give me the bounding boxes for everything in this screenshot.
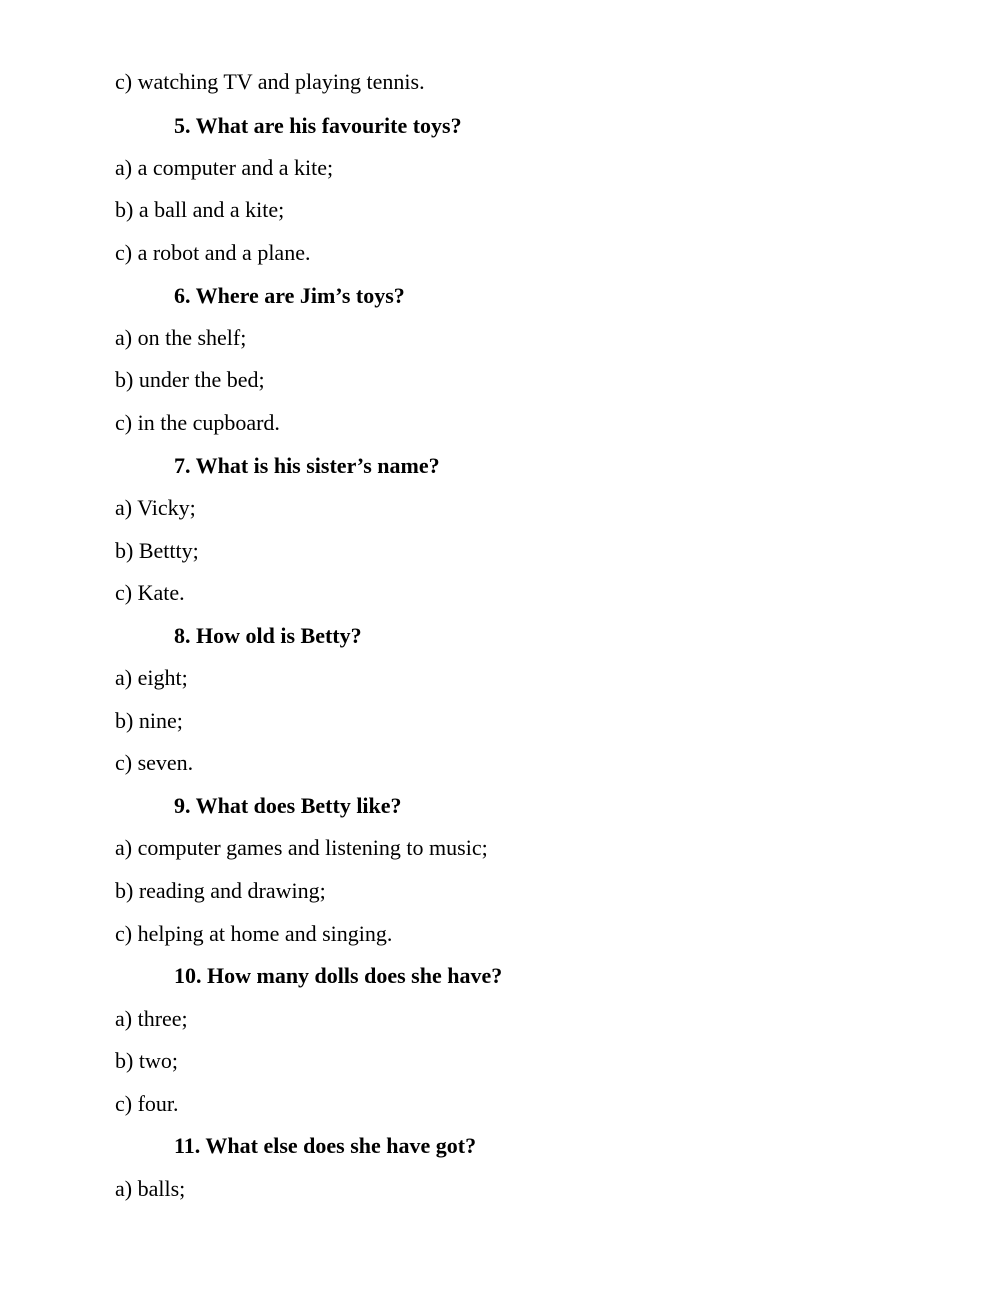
question-11: 11. What else does she have got? <box>174 1133 477 1158</box>
option-b-q5: b) a ball and a kite; <box>115 197 285 222</box>
option-c-q6: c) in the cupboard. <box>115 410 280 435</box>
question-6: 6. Where are Jim’s toys? <box>174 283 405 308</box>
option-b-q10: b) two; <box>115 1048 178 1073</box>
option-b-q9: b) reading and drawing; <box>115 878 326 903</box>
option-c-q10: c) four. <box>115 1091 179 1116</box>
option-c-q9: c) helping at home and singing. <box>115 921 393 946</box>
option-a-q10: a) three; <box>115 1006 188 1031</box>
option-a-q6: a) on the shelf; <box>115 325 247 350</box>
question-10: 10. How many dolls does she have? <box>174 963 503 988</box>
question-8: 8. How old is Betty? <box>174 623 362 648</box>
question-7: 7. What is his sister’s name? <box>174 453 440 478</box>
option-a-q9: a) computer games and listening to music; <box>115 835 488 860</box>
option-c-q8: c) seven. <box>115 750 194 775</box>
option-c-q5: c) a robot and a plane. <box>115 240 311 265</box>
question-5: 5. What are his favourite toys? <box>174 113 462 138</box>
question-9: 9. What does Betty like? <box>174 793 402 818</box>
option-c-q4: c) watching TV and playing tennis. <box>115 69 425 94</box>
option-a-q7: a) Vicky; <box>115 495 196 520</box>
option-a-q5: a) a computer and a kite; <box>115 155 334 180</box>
option-b-q7: b) Bettty; <box>115 538 199 563</box>
option-a-q11: a) balls; <box>115 1176 186 1201</box>
option-c-q7: c) Kate. <box>115 580 185 605</box>
option-b-q8: b) nine; <box>115 708 183 733</box>
option-a-q8: a) eight; <box>115 665 188 690</box>
option-b-q6: b) under the bed; <box>115 367 265 392</box>
